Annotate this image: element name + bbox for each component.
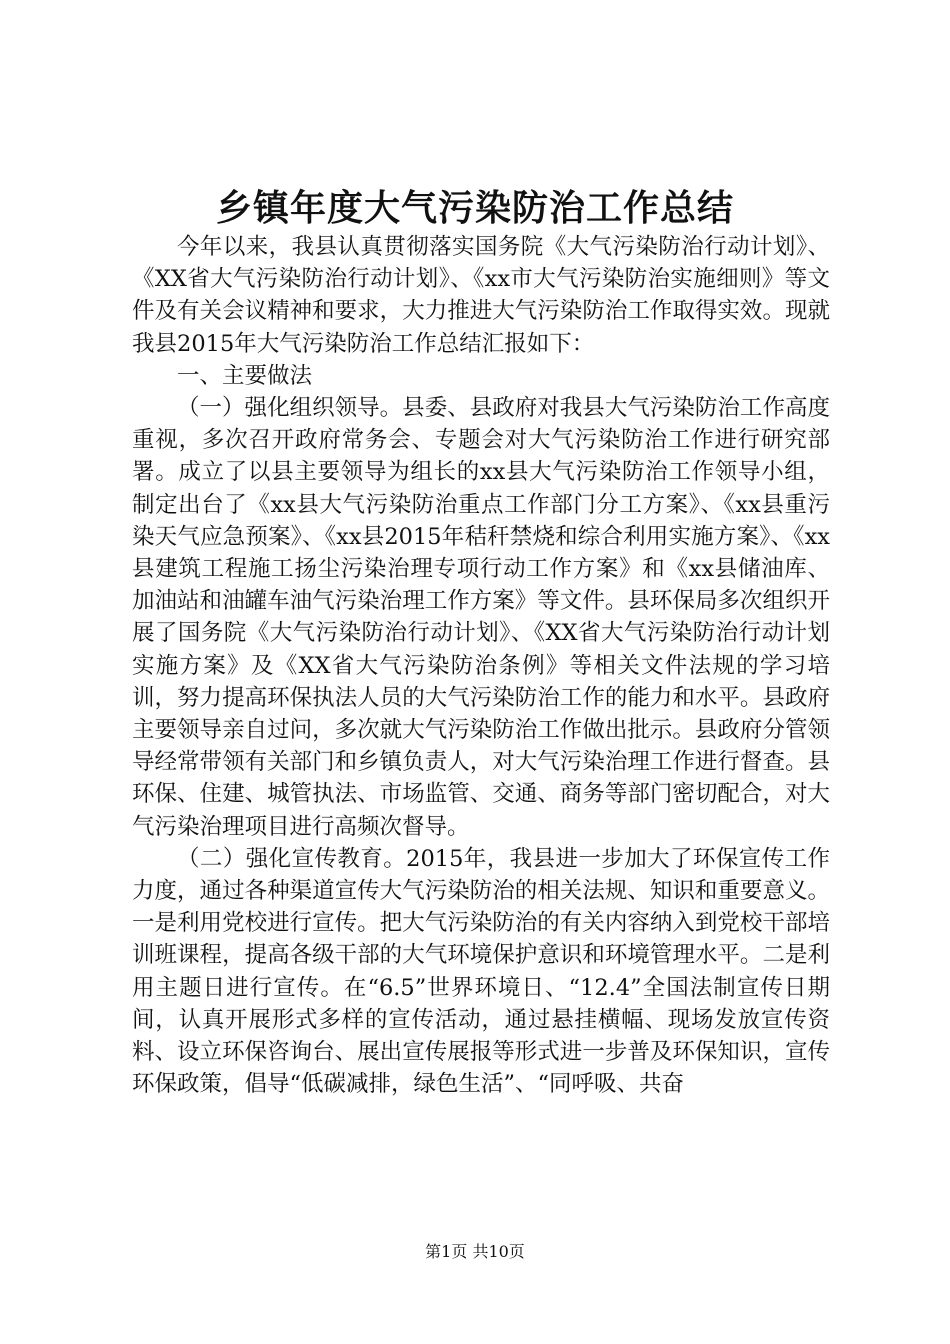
- paragraph-organization: （一）强化组织领导。县委、县政府对我县大气污染防治工作高度重视，多次召开政府常务会、专题会对大气污染防治工作进行研究部署。成立了以县主要领导为组长的xx县大气污染防治工作领导小组，制定出台了《xx县大气污染防治重点工作部门分工方案》、《xx县重污染天气应急预案》、《xx县2015年秸秆禁烧和综合利用实施方案》、《xx县建筑工程施工扬尘污染治理专项行动工作方案》和《xx县储油库、加油站和油罐车油气污染治理工作方案》等文件。县环保局多次组织开展了国务院《大气污染防治行动计划》、《XX省大气污染防治行动计划实施方案》及《XX省大气污染防治条例》等相关文件法规的学习培训，努力提高环保执法人员的大气污染防治工作的能力和水平。县政府主要领导亲自过问，多次就大气污染防治工作做出批示。县政府分管领导经常带领有关部门和乡镇负责人，对大气污染治理工作进行督查。县环保、住建、城管执法、市场监管、交通、商务等部门密切配合，对大气污染治理项目进行高频次督导。: [132, 395, 830, 840]
- page-number: 第1页 共10页: [425, 1242, 525, 1261]
- document-body: [132, 231, 830, 1100]
- document-title: 乡镇年度大气污染防治工作总结: [215, 188, 734, 229]
- section-heading: 一、主要做法: [177, 362, 313, 389]
- paragraph-publicity: （二）强化宣传教育。2015年，我县进一步加大了环保宣传工作力度，通过各种渠道宣传大气污染防治的相关法规、知识和重要意义。一是利用党校进行宣传。把大气污染防治的有关内容纳入到党校干部培训班课程，提高各级干部的大气环境保护意识和环境管理水平。二是利用主题日进行宣传。在“6.5”世界环境日、“12.4”全国法制宣传日期间，认真开展形式多样的宣传活动，通过悬挂横幅、现场发放宣传资料、设立环保咨询台、展出宣传展报等形式进一步普及环保知识，宣传环保政策，倡导“低碳减排，绿色生活”、“同呼吸、共奋: [132, 845, 830, 1098]
- intro-paragraph: 今年以来，我县认真贯彻落实国务院《大气污染防治行动计划》、《XX省大气污染防治行动计划》、《xx市大气污染防治实施细则》等文件及有关会议精神和要求，大力推进大气污染防治工作取得实效。现就我县2015年大气污染防治工作总结汇报如下：: [132, 234, 830, 357]
